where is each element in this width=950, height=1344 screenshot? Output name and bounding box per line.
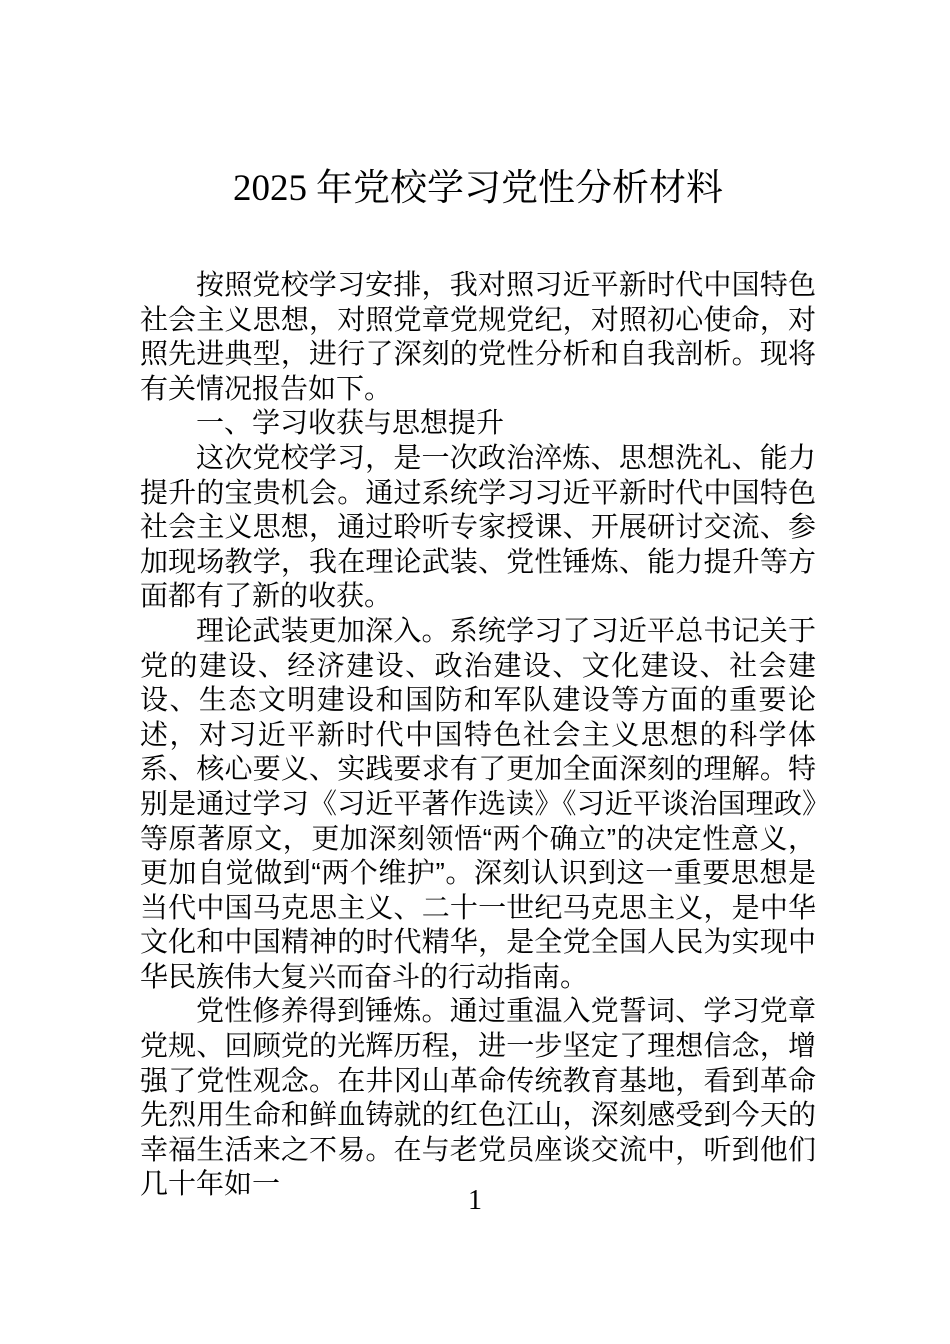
paragraph-theory-armament: 理论武装更加深入。系统学习了习近平总书记关于党的建设、经济建设、政治建设、文化建设、社会建设、生态文明建设和国防和军队建设等方面的重要论述，对习近平新时代中国特色社会主义思想的科学体系、核心要义、实践要求有了更加全面深刻的理解。特别是通过学习《习近平著作选读》《习近平谈治国理政》等原著原文，更加深刻领悟“两个确立”的决定性意义，更加自觉做到“两个维护”。深刻认识到这一重要思想是当代中国马克思主义、二十一世纪马克思主义，是中华文化和中国精神的时代精华，是全党全国人民为实现中华民族伟大复兴而奋斗的行动指南。 [140,614,816,992]
section-heading-study-gains: 一、学习收获与思想提升 [196,407,505,439]
page-number: 1 [468,1185,482,1216]
title-year-number: 2025 [233,168,307,209]
paragraph-party-spirit-cultivation: 党性修养得到锤炼。通过重温入党誓词、学习党章党规、回顾党的光辉历程，进一步坚定了理想信念，增强了党性观念。在井冈山革命传统教育基地，看到革命先烈用生命和鲜血铸就的红色江山，深刻感受到今天的幸福生活来之不易。在与老党员座谈交流中，听到他们几十年如一 [140,995,816,1200]
title-text: 年党校学习党性分析材料 [316,167,723,208]
page-title [140,165,816,212]
paragraph-intro: 按照党校学习安排，我对照习近平新时代中国特色社会主义思想，对照党章党规党纪，对照初心使命，对照先进典型，进行了深刻的党性分析和自我剖析。现将有关情况报告如下。 [140,269,816,404]
paragraph-study-overview: 这次党校学习，是一次政治淬炼、思想洗礼、能力提升的宝贵机会。通过系统学习习近平新时代中国特色社会主义思想，通过聆听专家授课、开展研讨交流、参加现场教学，我在理论武装、党性锤炼、能力提升等方面都有了新的收获。 [140,441,816,612]
